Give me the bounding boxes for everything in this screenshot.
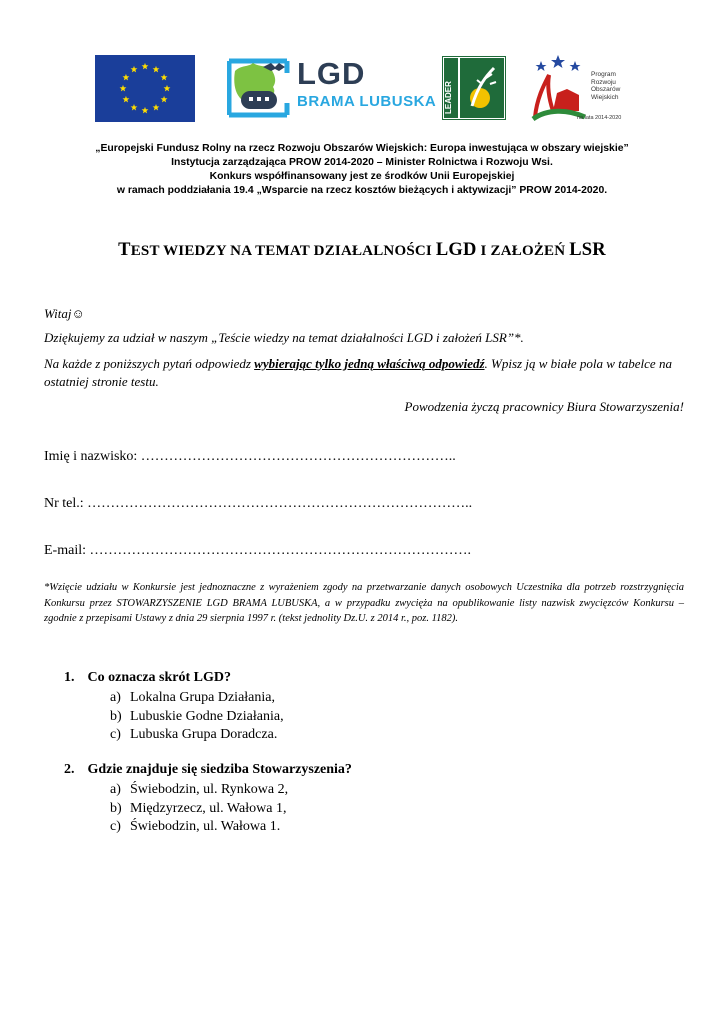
instructions	[44, 355, 684, 391]
thanks-text: Dziękujemy za udział w naszym „Teście wiedzy na temat działalności LGD i założeń LSR”*.	[44, 330, 524, 345]
phone-field[interactable]: Nr tel.: ………………………………………………………………………..	[44, 496, 473, 511]
option-letter: a)	[110, 690, 121, 705]
question-number: 1.	[64, 670, 75, 685]
option-text: Świebodzin, ul. Wałowa 1.	[130, 819, 281, 834]
prow-2014-2020-logo	[527, 53, 637, 125]
eu-flag-logo	[95, 55, 195, 122]
consent-note: *Wzięcie udziału w Konkursie jest jednoznaczne z wyrażeniem zgody na przetwarzanie danych osobowych Uczestnika dla potrzeb rozstrzygnięcia Konkursu przez STOWARZYSZENIE LGD BRAMA LUBUSKA, a w przypadku zwycięża na opublikowanie listy nazwisk zwycięzców Konkursu – zgodnie z przepisami Ustawy z dnia 29 sierpnia 1997 r. (tekst jednolity Dz.U. z 2014 r., poz. 1182).	[44, 582, 684, 624]
answer-option[interactable]	[64, 690, 275, 709]
greeting: Witaj☺	[44, 306, 85, 321]
instructions-text: Na każde z poniższych pytań odpowiedz	[44, 356, 255, 371]
answer-option[interactable]	[64, 801, 352, 820]
funding-header	[40, 142, 684, 198]
header-line-4: w ramach poddziałania 19.4 „Wsparcie na rzecz kosztów bieżących i aktywizacji” PROW 2014-2020.	[116, 185, 608, 196]
instructions-text: . Wpisz ją w białe pola w tabelce na ostatniej stronie testu.	[44, 356, 672, 389]
title-part: T	[118, 240, 131, 260]
header-line-1: „Europejski Fundusz Rolny na rzecz Rozwoju Obszarów Wiejskich: Europa inwestująca w obszary wiejskie”	[95, 143, 629, 154]
question-heading	[64, 670, 231, 690]
lgd-logo-subtext: BRAMA LUBUSKA	[297, 93, 437, 110]
prow-line-2: Rozwoju	[591, 78, 616, 86]
name-field[interactable]: Imię i nazwisko: …………………………………………………………..	[44, 449, 456, 464]
option-text: Międzyrzecz, ul. Wałowa 1,	[130, 800, 287, 816]
answer-option[interactable]	[64, 727, 278, 746]
logo-bar	[95, 53, 635, 125]
question-text: Co oznacza skrót LGD?	[87, 670, 231, 685]
option-text: Lokalna Grupa Działania,	[130, 690, 275, 705]
option-text: Świebodzin, ul. Rynkowa 2,	[130, 782, 289, 797]
option-letter: b)	[110, 800, 122, 816]
question-text: Gdzie znajduje się siedziba Stowarzyszenia?	[87, 762, 352, 777]
option-letter: c)	[110, 727, 121, 742]
option-text: Lubuska Grupa Doradcza.	[130, 727, 278, 742]
option-letter: c)	[110, 819, 121, 834]
prow-line-1: Program	[591, 71, 616, 78]
question-1	[64, 670, 284, 746]
question-heading	[64, 762, 352, 782]
leader-logo	[442, 56, 506, 120]
title-part: LSR	[569, 240, 606, 260]
prow-years: na lata 2014-2020	[577, 115, 622, 121]
answer-option[interactable]	[64, 819, 352, 838]
title-part: I ZAŁOŻEŃ	[476, 243, 570, 259]
header-line-3: Konkurs współfinansowany jest ze środków Unii Europejskiej	[209, 171, 515, 182]
prow-line-3: Obszarów	[591, 86, 621, 93]
title-part: EST WIEDZY NA TEMAT DZIAŁALNOŚCI	[130, 243, 436, 259]
instructions-emphasis: wybierając tylko jedną właściwą odpowiedź	[254, 356, 485, 371]
question-2	[64, 762, 352, 838]
question-number: 2.	[64, 762, 75, 777]
prow-line-4: Wiejskich	[591, 93, 619, 101]
option-letter: b)	[110, 708, 122, 724]
header-line-2: Instytucja zarządzająca PROW 2014-2020 – Minister Rolnictwa i Rozwoju Wsi.	[171, 157, 553, 168]
lgd-logo-text: LGD	[297, 56, 366, 91]
email-field[interactable]: E-mail: ……………………………………………………………………….	[44, 543, 471, 558]
option-letter: a)	[110, 782, 121, 797]
answer-option[interactable]	[64, 708, 284, 728]
option-text: Lubuskie Godne Działania,	[130, 708, 284, 724]
answer-option[interactable]	[64, 782, 352, 801]
leader-logo-text: LEADER	[444, 81, 453, 114]
signoff: Powodzenia życzą pracownicy Biura Stowarzyszenia!	[404, 399, 684, 414]
page-title	[40, 240, 684, 261]
lgd-brama-lubuska-logo	[227, 53, 437, 123]
title-part: LGD	[435, 240, 477, 260]
